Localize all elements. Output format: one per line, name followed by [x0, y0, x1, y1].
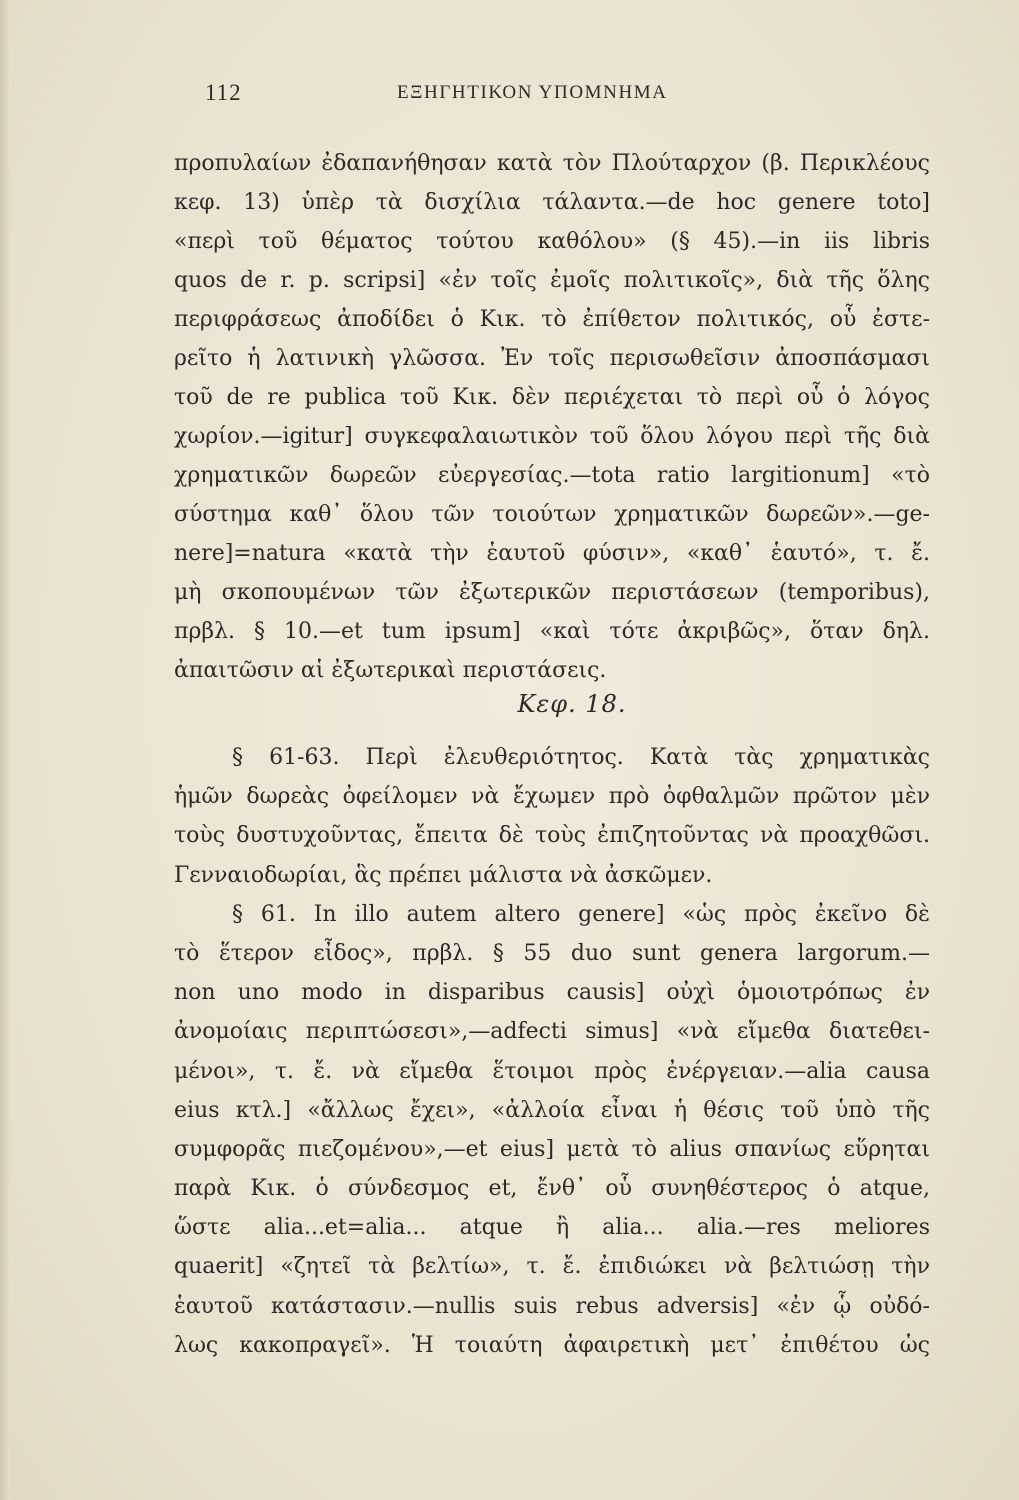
- text-line: Γενναιοδωρίαι, ἃς πρέπει μάλιστα νὰ ἀσκῶμεν.: [174, 862, 713, 888]
- text-line: ἡμῶν δωρεὰς ὀφείλομεν νὰ ἔχωμεν πρὸ ὀφθαλμῶν πρῶτον μὲν: [174, 784, 930, 810]
- page-number: 112: [205, 80, 242, 105]
- text-line: quos de r. p. scripsi] «ἐν τοῖς ἐμοῖς πολιτικοῖς», διὰ τῆς ὅλης: [174, 268, 930, 293]
- text-line: «περὶ τοῦ θέματος τούτου καθόλου» (§ 45).—in iis libris: [174, 229, 930, 254]
- text-line: § 61. In illo autem altero genere] «ὡς πρὸς ἐκεῖνο δὲ: [232, 901, 930, 927]
- text-line: χρηματικῶν δωρεῶν εὐεργεσίας.—tota ratio largitionum] «τὸ: [174, 463, 930, 488]
- chapter-body: [174, 738, 930, 1365]
- text-line: κεφ. 13) ὑπὲρ τὰ δισχίλια τάλαντα.—de hoc genere toto]: [174, 190, 930, 215]
- text-line: μὴ σκοπουμένων τῶν ἐξωτερικῶν περιστάσεων (temporibus),: [174, 580, 930, 605]
- summary-paragraph: [174, 738, 930, 895]
- text-line: ἑαυτοῦ κατάστασιν.—nullis suis rebus adversis] «ἐν ᾧ οὐδό-: [174, 1293, 930, 1319]
- text-line: τοὺς δυστυχοῦντας, ἔπειτα δὲ τοὺς ἐπιζητοῦντας νὰ προαχθῶσι.: [174, 823, 930, 849]
- running-title: ΕΞΗΓΗΤΙΚΟΝ ΥΠΟΜΝΗΜΑ: [397, 82, 668, 103]
- commentary-paragraph-2: [174, 895, 930, 1365]
- text-line: eius κτλ.] «ἄλλως ἔχει», «ἀλλοία εἶναι ἡ θέσις τοῦ ὑπὸ τῆς: [174, 1097, 930, 1123]
- text-line: τοῦ de re publica τοῦ Κικ. δὲν περιέχεται τὸ περὶ οὗ ὁ λόγος: [174, 385, 930, 410]
- text-line: ὥστε alia...et=alia... atque ἢ alia... alia.—res meliores: [174, 1215, 930, 1241]
- binding-edge: [0, 0, 10, 1500]
- text-line: προπυλαίων ἐδαπανήθησαν κατὰ τὸν Πλούταρχον (β. Περικλέους: [174, 151, 930, 176]
- commentary-paragraph-1: [174, 144, 930, 690]
- text-line: τὸ ἕτερον εἶδος», πρβλ. § 55 duo sunt genera largorum.—: [174, 940, 930, 966]
- running-head: [205, 80, 765, 114]
- text-line: χωρίον.—igitur] συγκεφαλαιωτικὸν τοῦ ὅλου λόγου περὶ τῆς διὰ: [174, 424, 930, 449]
- text-line: συμφορᾶς πιεζομένου»,—et eius] μετὰ τὸ alius σπανίως εὕρηται: [174, 1136, 930, 1162]
- text-line: ἀπαιτῶσιν αἱ ἐξωτερικαὶ περιστάσεις.: [174, 658, 607, 683]
- chapter-heading: Κεφ. 18.: [517, 690, 627, 718]
- text-line: § 61-63. Περὶ ἐλευθεριότητος. Κατὰ τὰς χρηματικὰς: [232, 745, 930, 770]
- text-line: ἀνομοίαις περιπτώσεσι»,—adfecti simus] «νὰ εἴμεθα διατεθει-: [174, 1019, 930, 1045]
- text-line: λως κακοπραγεῖ». Ἡ τοιαύτη ἀφαιρετικὴ μετ᾽ ἐπιθέτου ὡς: [174, 1332, 930, 1358]
- text-line: περιφράσεως ἀποδίδει ὁ Κικ. τὸ ἐπίθετον πολιτικός, οὗ ἐστε-: [174, 307, 930, 332]
- text-line: παρὰ Κικ. ὁ σύνδεσμος et, ἔνθ᾽ οὗ συνηθέστερος ὁ atque,: [174, 1176, 930, 1202]
- text-line: μένοι», τ. ἔ. νὰ εἴμεθα ἕτοιμοι πρὸς ἐνέργειαν.—alia causa: [174, 1058, 930, 1084]
- text-line: πρβλ. § 10.—et tum ipsum] «καὶ τότε ἀκριβῶς», ὅταν δηλ.: [174, 619, 930, 644]
- text-line: σύστημα καθ᾽ ὅλου τῶν τοιούτων χρηματικῶν δωρεῶν».—ge-: [174, 502, 930, 527]
- text-line: nere]=natura «κατὰ τὴν ἑαυτοῦ φύσιν», «καθ᾽ ἑαυτό», τ. ἔ.: [174, 541, 930, 566]
- text-line: quaerit] «ζητεῖ τὰ βελτίω», τ. ἔ. ἐπιδιώκει νὰ βελτιώσῃ τὴν: [174, 1254, 930, 1280]
- text-line: ρεῖτο ἡ λατινικὴ γλῶσσα. Ἐν τοῖς περισωθεῖσιν ἀποσπάσμασι: [174, 346, 930, 371]
- text-line: non uno modo in disparibus causis] οὐχὶ ὁμοιοτρόπως ἐν: [174, 980, 930, 1006]
